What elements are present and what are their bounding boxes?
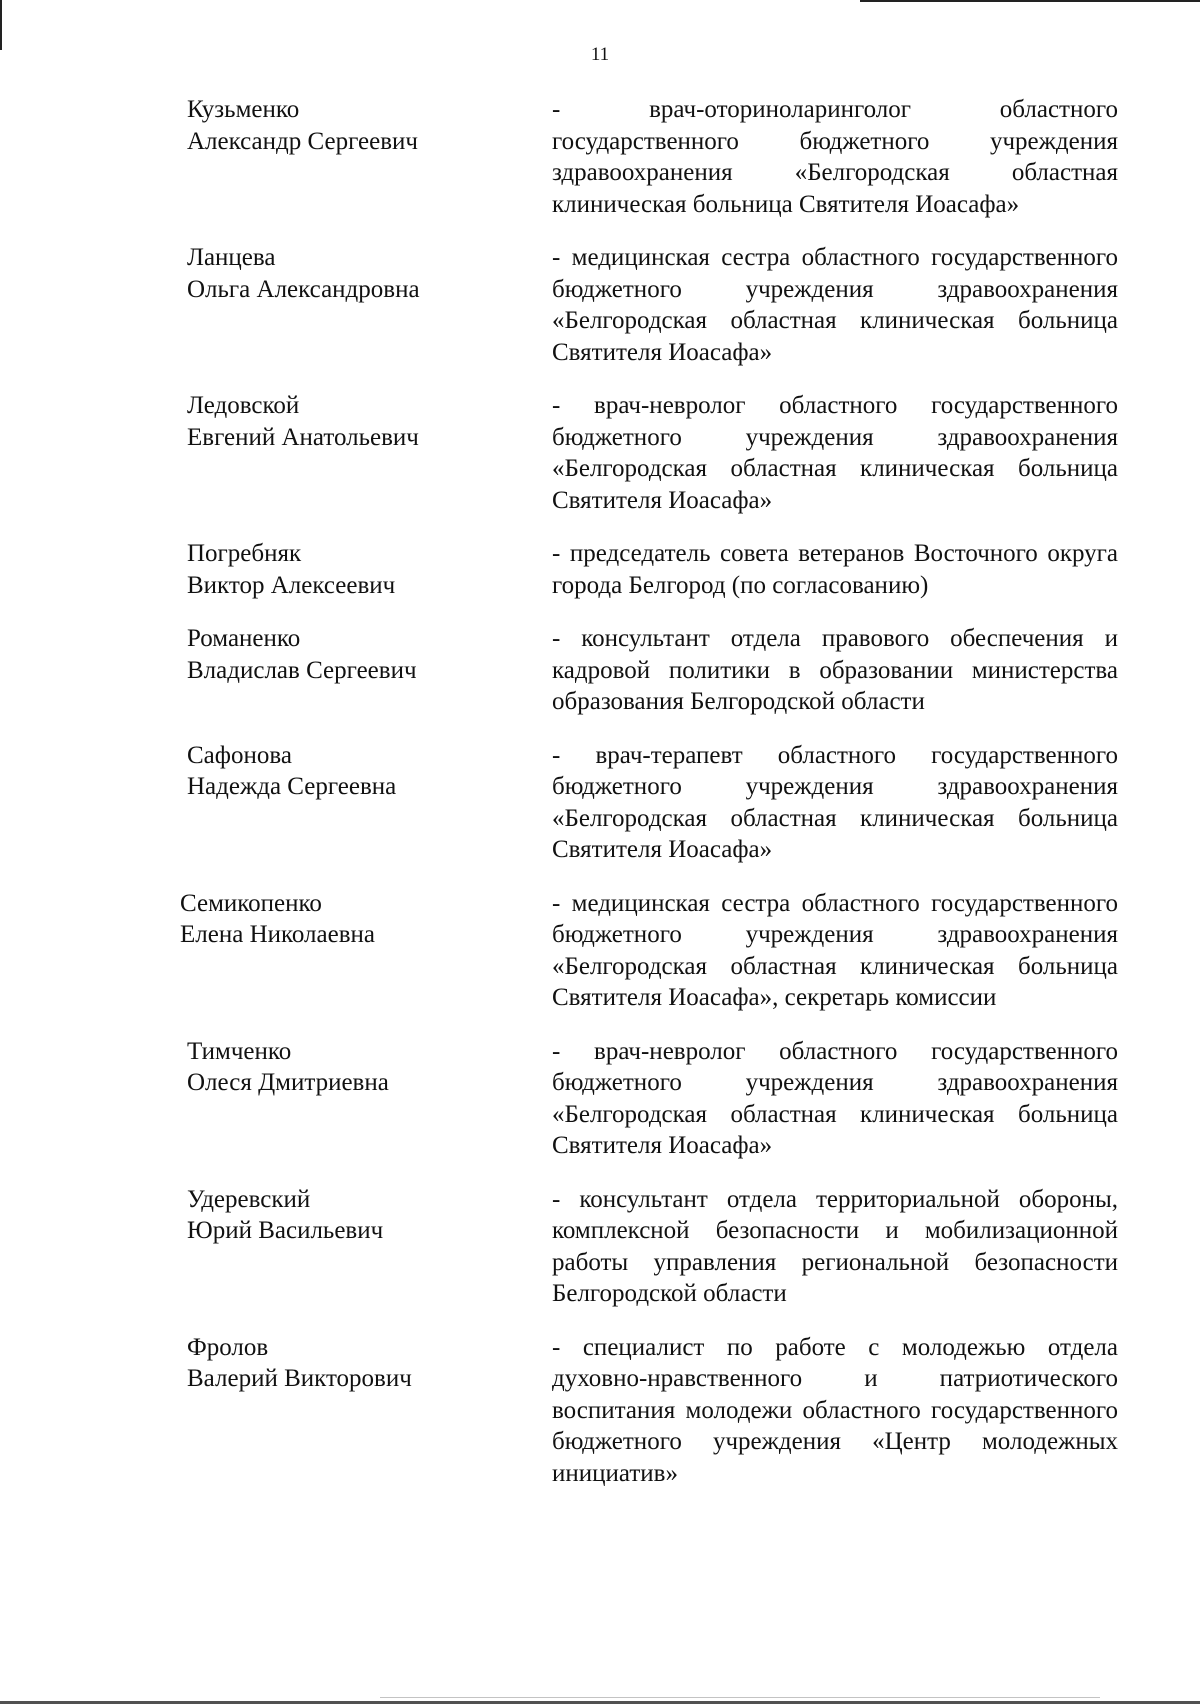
- member-entry: [0, 538, 1200, 601]
- member-position: - врач-невролог областного государственного бюджетного учреждения здравоохранения «Белгородская областная клиническая больница Святителя Иоасафа»: [552, 392, 1118, 514]
- member-surname: Погребняк: [187, 540, 302, 567]
- member-surname: Семикопенко: [180, 889, 322, 917]
- member-name: [0, 888, 525, 1014]
- member-name: [0, 242, 525, 368]
- member-surname: Ланцева: [187, 244, 276, 271]
- member-name: [0, 94, 525, 220]
- member-name: [0, 538, 525, 601]
- member-name: [0, 1332, 525, 1490]
- scan-edge-top: [860, 0, 1200, 2]
- member-entry: [0, 623, 1200, 718]
- member-given-names: Валерий Викторович: [187, 1365, 412, 1392]
- member-name: [0, 1184, 525, 1310]
- member-name: [0, 390, 525, 516]
- member-surname: Сафонова: [187, 741, 292, 769]
- page-number: 11: [590, 44, 610, 65]
- member-name: [0, 623, 525, 718]
- member-surname: Удеревский: [187, 1185, 311, 1213]
- member-name: [0, 1036, 525, 1162]
- member-surname: Кузьменко: [187, 96, 300, 123]
- member-surname: Романенко: [187, 625, 301, 652]
- member-given-names: Надежда Сергеевна: [187, 773, 397, 800]
- member-position: - медицинская сестра областного государственного бюджетного учреждения здравоохранения «Белгородская областная клиническая больница Святителя Иоасафа»: [552, 244, 1118, 366]
- scan-edge-left: [0, 0, 2, 50]
- member-position: - специалист по работе с молодежью отдела духовно-нравственного и патриотического воспитания молодежи областного государственного бюджетного учреждения «Центр молодежных инициатив»: [552, 1333, 1118, 1487]
- member-entry: [0, 242, 1200, 368]
- member-given-names: Виктор Алексеевич: [187, 571, 396, 599]
- member-entry: [0, 94, 1200, 220]
- member-given-names: Елена Николаевна: [180, 921, 375, 948]
- member-surname: Тимченко: [187, 1037, 292, 1065]
- member-position: - консультант отдела правового обеспечения и кадровой политики в образовании министерства образования Белгородской области: [552, 625, 1118, 715]
- member-position: - врач-невролог областного государственного бюджетного учреждения здравоохранения «Белгородская областная клиническая больница Святителя Иоасафа»: [552, 1037, 1118, 1159]
- member-position: - врач-оториноларинголог областного государственного бюджетного учреждения здравоохранения «Белгородская областная клиническая больница Святителя Иоасафа»: [552, 96, 1118, 218]
- member-entry: [0, 1036, 1200, 1162]
- member-entry: [0, 888, 1200, 1014]
- member-list: [0, 94, 1200, 1511]
- member-given-names: Юрий Васильевич: [187, 1217, 384, 1244]
- member-entry: [0, 740, 1200, 866]
- member-given-names: Ольга Александровна: [187, 275, 420, 303]
- scan-edge-bottom: [0, 1701, 1200, 1704]
- member-position: - врач-терапевт областного государственного бюджетного учреждения здравоохранения «Белгородская областная клиническая больница Святителя Иоасафа»: [552, 741, 1118, 863]
- scan-edge-bottom-faint: [380, 1697, 1100, 1698]
- member-given-names: Евгений Анатольевич: [187, 423, 419, 451]
- member-given-names: Александр Сергеевич: [187, 127, 418, 155]
- member-surname: Фролов: [187, 1333, 269, 1361]
- member-position: - медицинская сестра областного государственного бюджетного учреждения здравоохранения «Белгородская областная клиническая больница Святителя Иоасафа», секретарь комиссии: [552, 889, 1118, 1011]
- member-position: - консультант отдела территориальной обороны, комплексной безопасности и мобилизационной работы управления региональной безопасности Белгородской области: [552, 1185, 1118, 1307]
- member-entry: [0, 390, 1200, 516]
- member-entry: [0, 1332, 1200, 1490]
- member-surname: Ледовской: [187, 392, 300, 419]
- member-position: - председатель совета ветеранов Восточного округа города Белгород (по согласованию): [552, 540, 1118, 599]
- member-name: [0, 740, 525, 866]
- member-entry: [0, 1184, 1200, 1310]
- member-given-names: Владислав Сергеевич: [187, 656, 417, 684]
- member-given-names: Олеся Дмитриевна: [187, 1069, 389, 1096]
